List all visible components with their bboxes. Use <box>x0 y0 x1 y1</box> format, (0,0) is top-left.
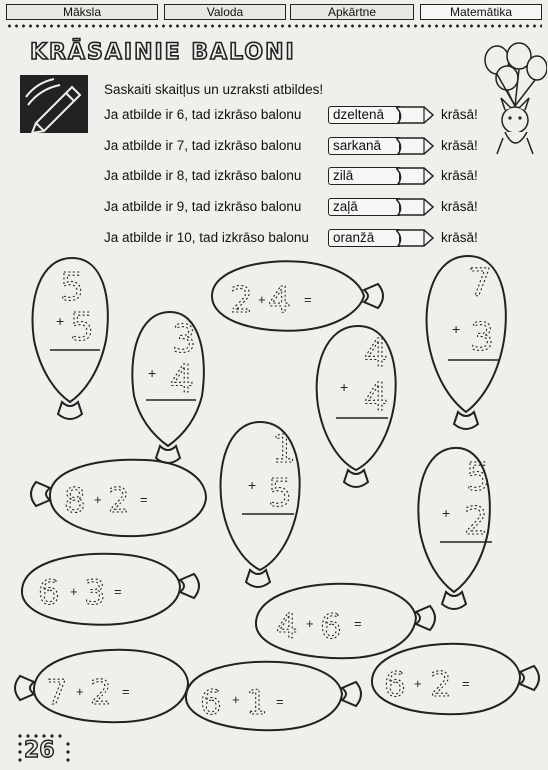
number-a: 6 <box>38 573 60 613</box>
number-a: 2 <box>230 280 253 321</box>
rule-suffix: krāsā! <box>441 230 478 245</box>
number-b: 5 <box>267 471 293 515</box>
rule-suffix: krāsā! <box>441 199 478 214</box>
number-a: 5 <box>465 455 491 499</box>
plus-sign: + <box>452 321 461 337</box>
number-b: 3 <box>469 315 495 359</box>
equals-sign: = <box>276 694 284 709</box>
number-b: 6 <box>320 607 342 647</box>
rule-suffix: krāsā! <box>441 138 478 153</box>
equals-sign: = <box>304 292 312 307</box>
page-title: KRĀSAINIE BALONI <box>30 40 296 65</box>
color-label: zilā <box>328 167 400 185</box>
number-a: 4 <box>276 607 298 647</box>
plus-sign: + <box>232 692 240 707</box>
number-b: 2 <box>108 481 130 521</box>
rule-text: Ja atbilde ir 9, tad izkrāso balonu <box>104 199 302 214</box>
plus-sign: + <box>414 676 422 691</box>
number-b: 2 <box>463 499 489 543</box>
plus-sign: + <box>258 292 266 307</box>
rule-suffix: krāsā! <box>441 107 478 122</box>
rule-text: Ja atbilde ir 7, tad izkrāso balonu <box>104 138 302 153</box>
tab-label: Apkārtne <box>327 5 377 19</box>
number-b: 2 <box>90 673 112 713</box>
number-a: 7 <box>46 673 68 713</box>
number-a: 8 <box>64 481 86 521</box>
number-a: 4 <box>363 331 389 375</box>
equals-sign: = <box>462 676 470 691</box>
equals-sign: = <box>140 492 148 507</box>
plus-sign: + <box>306 616 314 631</box>
number-b: 3 <box>84 573 106 613</box>
number-a: 5 <box>59 265 85 309</box>
plus-sign: + <box>148 365 157 381</box>
color-label: sarkanā <box>328 137 400 155</box>
number-a: 1 <box>271 427 297 471</box>
plus-sign: + <box>248 477 257 493</box>
number-b: 1 <box>246 683 268 723</box>
number-b: 4 <box>363 375 389 419</box>
color-label: oranžā <box>328 229 400 247</box>
color-label: zaļā <box>328 198 400 216</box>
tab-label: Māksla <box>62 5 101 19</box>
number-b: 2 <box>430 665 452 705</box>
plus-sign: + <box>76 684 84 699</box>
plus-sign: + <box>70 584 78 599</box>
page-number: 26 <box>24 738 55 763</box>
rule-text: Ja atbilde ir 8, tad izkrāso balonu <box>104 168 302 183</box>
number-b: 5 <box>69 305 95 349</box>
number-a: 7 <box>467 261 493 305</box>
number-a: 6 <box>384 665 406 705</box>
tab-label: Matemātika <box>449 5 513 19</box>
instruction: Saskaiti skaitļus un uzraksti atbildes! <box>104 82 324 97</box>
number-a: 6 <box>200 683 222 723</box>
plus-sign: + <box>56 313 65 329</box>
number-a: 3 <box>171 317 197 361</box>
tab-label: Valoda <box>206 5 244 19</box>
rule-text: Ja atbilde ir 10, tad izkrāso balonu <box>104 230 309 245</box>
plus-sign: + <box>340 379 349 395</box>
equals-sign: = <box>114 584 122 599</box>
plus-sign: + <box>442 505 451 521</box>
plus-sign: + <box>94 492 102 507</box>
equals-sign: = <box>354 616 362 631</box>
number-b: 4 <box>268 280 291 321</box>
equals-sign: = <box>122 684 130 699</box>
rule-suffix: krāsā! <box>441 168 478 183</box>
number-b: 4 <box>169 357 195 401</box>
rule-text: Ja atbilde ir 6, tad izkrāso balonu <box>104 107 302 122</box>
color-label: dzeltenā <box>328 106 400 124</box>
